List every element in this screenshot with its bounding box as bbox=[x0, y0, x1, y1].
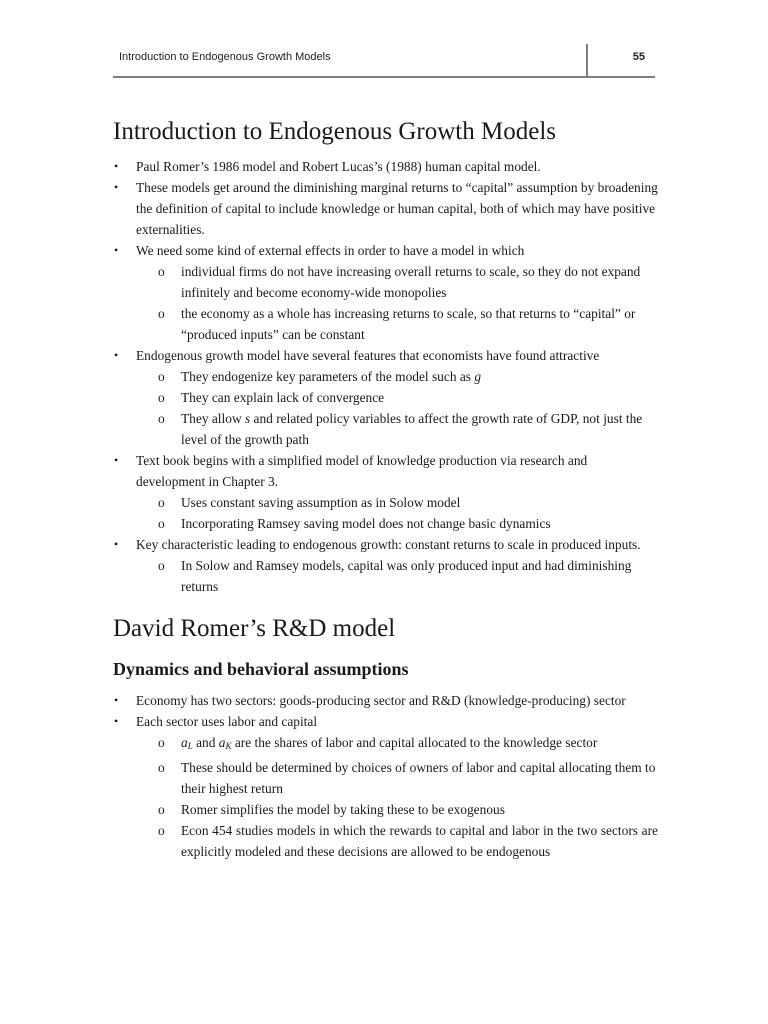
sub-list-item: o Econ 454 studies models in which the rewards to capital and labor in the two sectors are explicitly modeled and these decisions are allowed to be endogenous bbox=[113, 820, 658, 862]
sub-list-item: o These should be determined by choices of owners of labor and capital allocating them to their highest return bbox=[113, 757, 658, 799]
list-item: • These models get around the diminishing marginal returns to “capital” assumption by broadening the definition of capital to include knowledge or human capital, both of which may have positive externalities. bbox=[113, 177, 658, 240]
header-title: Introduction to Endogenous Growth Models bbox=[119, 51, 331, 63]
subsection-title: Dynamics and behavioral assumptions bbox=[113, 659, 409, 679]
section-title: David Romer’s R&D model bbox=[113, 615, 396, 642]
sub-list bbox=[136, 261, 658, 345]
bullet-icon: • bbox=[114, 243, 119, 257]
section-title: Introduction to Endogenous Growth Models bbox=[113, 118, 557, 145]
sub-bullet-icon: o bbox=[158, 369, 165, 384]
bullet-list bbox=[113, 690, 658, 862]
sub-list-item: o In Solow and Ramsey models, capital was only produced input and had diminishing returns bbox=[113, 555, 658, 597]
sub-list-item: o They allow s and related policy variables to affect the growth rate of GDP, not just the level of the growth path bbox=[113, 408, 658, 450]
sub-list-item: o They can explain lack of convergence bbox=[113, 387, 658, 408]
list-item: • Each sector uses labor and capital o $a_L$ and $a_K$ are the shares of labor and capital allocated to the knowledge sector o These should be determined by choices of owners of labor and capital allocating them to their highest return o Romer simplifies the model by taking these to be exogenous o Econ 454 studies models in which the rewards to capital and labor in the two sectors are explicitly modeled and these decisions are allowed to be endogenous bbox=[113, 711, 658, 862]
bullet-icon: • bbox=[114, 180, 119, 194]
list-item: • Endogenous growth model have several features that economists have found attractive o They endogenize key parameters of the model such as g o They can explain lack of convergence o They allow s and related policy variables to affect the growth rate of GDP, not just the level of the growth path bbox=[113, 345, 658, 450]
sub-bullet-icon: o bbox=[158, 411, 165, 426]
sub-list-item: o Uses constant saving assumption as in Solow model bbox=[113, 492, 658, 513]
sub-bullet-icon: o bbox=[158, 823, 165, 838]
list-item: • We need some kind of external effects in order to have a model in which o individual firms do not have increasing overall returns to scale, so they do not expand infinitely and become economy-wide monopolies o the economy as a whole has increasing returns to scale, so that returns to “capital” or “produced inputs” can be constant bbox=[113, 240, 658, 345]
sub-bullet-icon: o bbox=[158, 516, 165, 531]
bullet-icon: • bbox=[114, 537, 119, 551]
sub-list bbox=[136, 555, 658, 597]
bullet-list bbox=[113, 156, 658, 597]
sub-list bbox=[136, 366, 658, 450]
sub-bullet-icon: o bbox=[158, 495, 165, 510]
sub-bullet-icon: o bbox=[158, 558, 165, 573]
sub-bullet-icon: o bbox=[158, 264, 165, 279]
list-item: • Economy has two sectors: goods-producing sector and R&D (knowledge-producing) sector bbox=[113, 690, 658, 711]
bullet-icon: • bbox=[114, 453, 119, 467]
bullet-icon: • bbox=[114, 714, 119, 728]
bullet-icon: • bbox=[114, 159, 119, 173]
header-divider bbox=[586, 44, 588, 76]
sub-bullet-icon: o bbox=[158, 390, 165, 405]
list-item: • Paul Romer’s 1986 model and Robert Lucas’s (1988) human capital model. bbox=[113, 156, 658, 177]
sub-list-item: o They endogenize key parameters of the model such as g bbox=[113, 366, 658, 387]
sub-list-item: o Romer simplifies the model by taking these to be exogenous bbox=[113, 799, 658, 820]
sub-list-item: o individual firms do not have increasing overall returns to scale, so they do not expand infinitely and become economy-wide monopolies bbox=[113, 261, 658, 303]
page-number: 55 bbox=[632, 51, 645, 63]
sub-bullet-icon: o bbox=[158, 802, 165, 817]
list-item: • Text book begins with a simplified model of knowledge production via research and development in Chapter 3. o Uses constant saving assumption as in Solow model o Incorporating Ramsey saving model does not change basic dynamics bbox=[113, 450, 658, 534]
sub-bullet-icon: o bbox=[158, 735, 165, 750]
sub-list-item: o the economy as a whole has increasing returns to scale, so that returns to “capital” or “produced inputs” can be constant bbox=[113, 303, 658, 345]
sub-list bbox=[136, 492, 658, 534]
sub-bullet-icon: o bbox=[158, 760, 165, 775]
list-item: • Key characteristic leading to endogenous growth: constant returns to scale in produced inputs. o In Solow and Ramsey models, capital was only produced input and had diminishing returns bbox=[113, 534, 658, 597]
sub-list-item: o Incorporating Ramsey saving model does not change basic dynamics bbox=[113, 513, 658, 534]
page-header bbox=[113, 44, 655, 78]
sub-list-item: o $a_L$ and $a_K$ are the shares of labor and capital allocated to the knowledge sector bbox=[113, 732, 658, 757]
page-content bbox=[113, 118, 658, 862]
bullet-icon: • bbox=[114, 693, 119, 707]
sub-list bbox=[136, 732, 658, 862]
bullet-icon: • bbox=[114, 348, 119, 362]
sub-bullet-icon: o bbox=[158, 306, 165, 321]
